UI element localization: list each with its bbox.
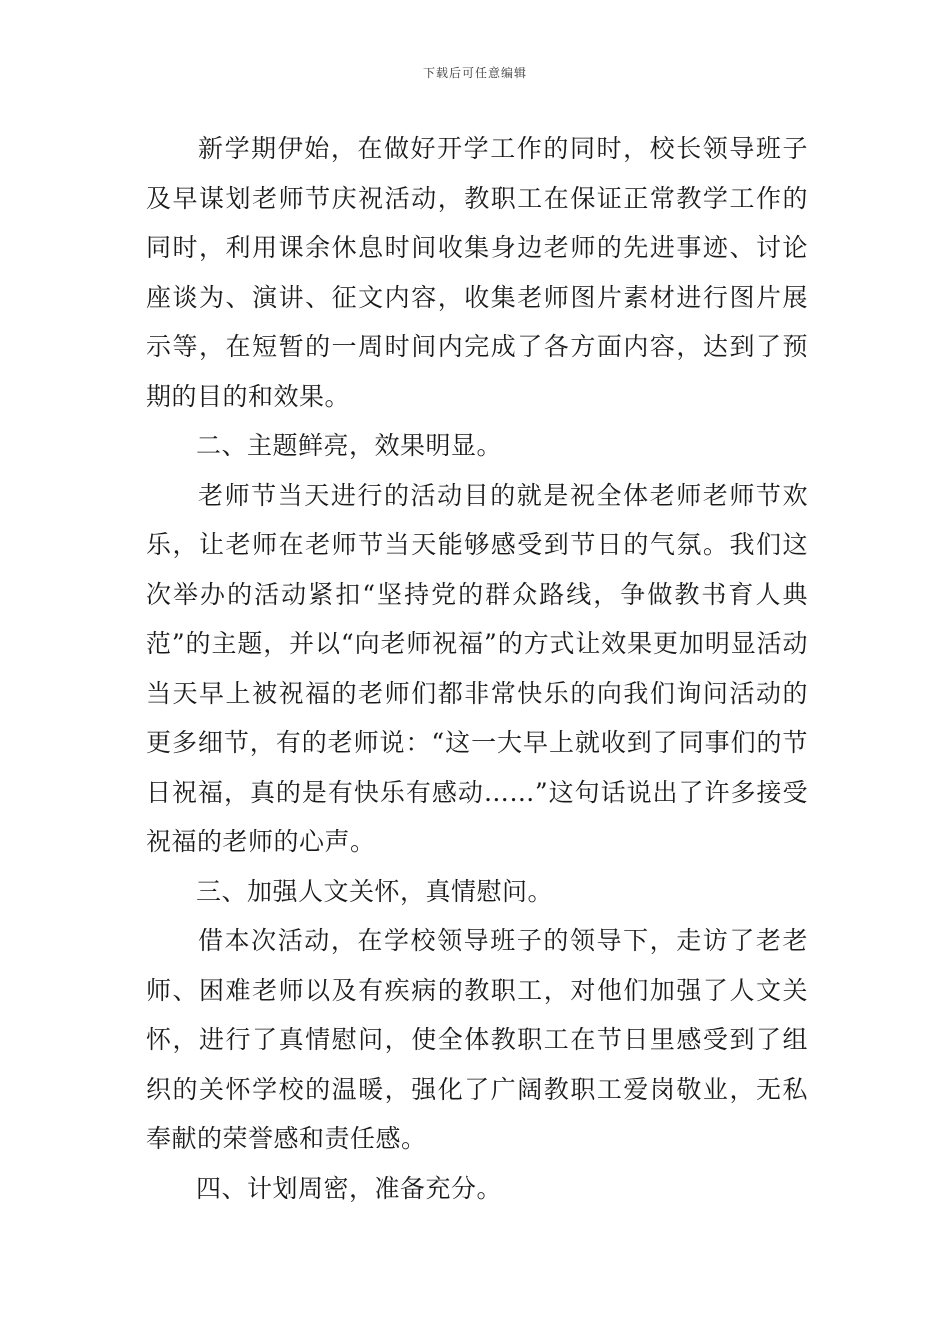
paragraph-intro: 新学期伊始，在做好开学工作的同时，校长领导班子及早谋划老师节庆祝活动，教职工在保证正常教学工作的同时，利用课余休息时间收集身边老师的先进事迹、讨论座谈为、演讲、征文内容，收集老师图片素材进行图片展示等，在短暂的一周时间内完成了各方面内容，达到了预期的目的和效果。	[146, 134, 808, 411]
document-body	[146, 124, 808, 1213]
paragraph-theme: 老师节当天进行的活动目的就是祝全体老师老师节欢乐，让老师在老师节当天能够感受到节日的气氛。我们这次举办的活动紧扣“坚持党的群众路线，争做教书育人典范”的主题，并以“向老师祝福”的方式让效果更加明显活动当天早上被祝福的老师们都非常快乐的向我们询问活动的更多细节，有的老师说：“这一大早上就收到了同事们的节日祝福，真的是有快乐有感动……”这句话说出了许多接受祝福的老师的心声。	[146, 480, 808, 856]
section-heading-3: 三、加强人文关怀，真情慰问。	[196, 876, 554, 906]
page-header: 下载后可任意编辑	[422, 66, 527, 80]
section-heading-4: 四、计划周密，准备充分。	[196, 1173, 503, 1203]
paragraph-care: 借本次活动，在学校领导班子的领导下，走访了老老师、困难老师以及有疾病的教职工，对他们加强了人文关怀，进行了真情慰问，使全体教职工在节日里感受到了组织的关怀学校的温暖，强化了广阔教职工爱岗敬业，无私奉献的荣誉感和责任感。	[146, 926, 808, 1153]
section-heading-2: 二、主题鲜亮，效果明显。	[196, 431, 503, 460]
